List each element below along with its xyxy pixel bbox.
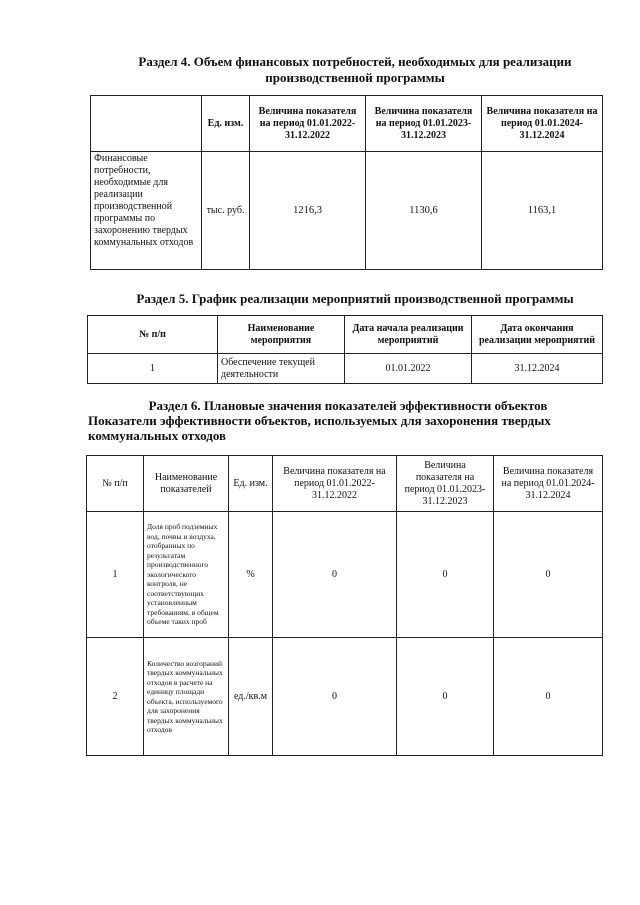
section6-table (86, 455, 603, 756)
section5-header-name: Наименование мероприятия (218, 316, 345, 354)
section6-header-num: № п/п (87, 456, 144, 512)
section4-header-2024: Величина показателя на период 01.01.2024-31.12.2024 (482, 96, 603, 152)
section6-header-2024: Величина показателя на период 01.01.2024-31.12.2024 (494, 456, 603, 512)
section4-title-line1: Раздел 4. Объем финансовых потребностей, необходимых для реализации (138, 54, 572, 69)
section6-row2-2024: 0 (494, 638, 603, 756)
section5-row-name: Обеспечение текущей деятельности (218, 354, 345, 384)
section4-row-2022: 1216,3 (250, 152, 366, 270)
section6-header-2022: Величина показателя на период 01.01.2022-31.12.2022 (273, 456, 397, 512)
section5-data-row (88, 354, 603, 384)
section5-header-row (88, 316, 603, 354)
section5-header-num: № п/п (88, 316, 218, 354)
section6-row-1 (87, 512, 603, 638)
section6-row1-unit: % (229, 512, 273, 638)
section6-row1-num: 1 (87, 512, 144, 638)
section6-row1-2024: 0 (494, 512, 603, 638)
section5-table (87, 315, 603, 384)
section4-row-unit: тыс. руб. (202, 152, 250, 270)
section6-title-line3: коммунальных отходов (88, 428, 227, 443)
section5-header-start: Дата начала реализации мероприятий (345, 316, 472, 354)
section6-row2-2022: 0 (273, 638, 397, 756)
section6-row2-unit: ед./кв.м (229, 638, 273, 756)
section6-row1-name: Доля проб подземных вод, почвы и воздуха, отобранных по результатам производственного экологического контроля, не соответствующих установленным требованиям, в общем объеме таких проб (144, 512, 229, 638)
section4-title (130, 54, 580, 86)
section4-row-2023: 1130,6 (366, 152, 482, 270)
section4-header-blank (91, 96, 202, 152)
section4-table (90, 95, 603, 270)
section6-title (88, 398, 608, 443)
section4-row-2024: 1163,1 (482, 152, 603, 270)
section6-row2-num: 2 (87, 638, 144, 756)
section5-header-end: Дата окончания реализации мероприятий (472, 316, 603, 354)
section5-row-start: 01.01.2022 (345, 354, 472, 384)
section6-row2-name: Количество возгораний твердых коммунальных отходов в расчете на единицу площади объекта, используемого для захоронения твердых коммунальных отходов (144, 638, 229, 756)
section6-title-line2: Показатели эффективности объектов, используемых для захоронения твердых (88, 413, 551, 428)
section4-data-row (91, 152, 603, 270)
section6-row1-2023: 0 (397, 512, 494, 638)
section4-header-row (91, 96, 603, 152)
section6-header-2023: Величина показателя на период 01.01.2023-31.12.2023 (397, 456, 494, 512)
section5-title: Раздел 5. График реализации мероприятий производственной программы (136, 291, 574, 306)
section4-title-line2: производственной программы (265, 70, 445, 85)
section6-row-2 (87, 638, 603, 756)
section4-row-name: Финансовые потребности, необходимые для реализации производственной программы по захоронению твердых коммунальных отходов (91, 152, 202, 270)
section6-title-line1: Раздел 6. Плановые значения показателей эффективности объектов (148, 398, 548, 413)
section5-row-end: 31.12.2024 (472, 354, 603, 384)
section4-header-unit: Ед. изм. (202, 96, 250, 152)
section6-header-unit: Ед. изм. (229, 456, 273, 512)
section6-row1-2022: 0 (273, 512, 397, 638)
section6-header-row (87, 456, 603, 512)
section6-row2-2023: 0 (397, 638, 494, 756)
section5-row-num: 1 (88, 354, 218, 384)
section6-header-name: Наименование показателей (144, 456, 229, 512)
section4-header-2023: Величина показателя на период 01.01.2023-31.12.2023 (366, 96, 482, 152)
section4-header-2022: Величина показателя на период 01.01.2022-31.12.2022 (250, 96, 366, 152)
